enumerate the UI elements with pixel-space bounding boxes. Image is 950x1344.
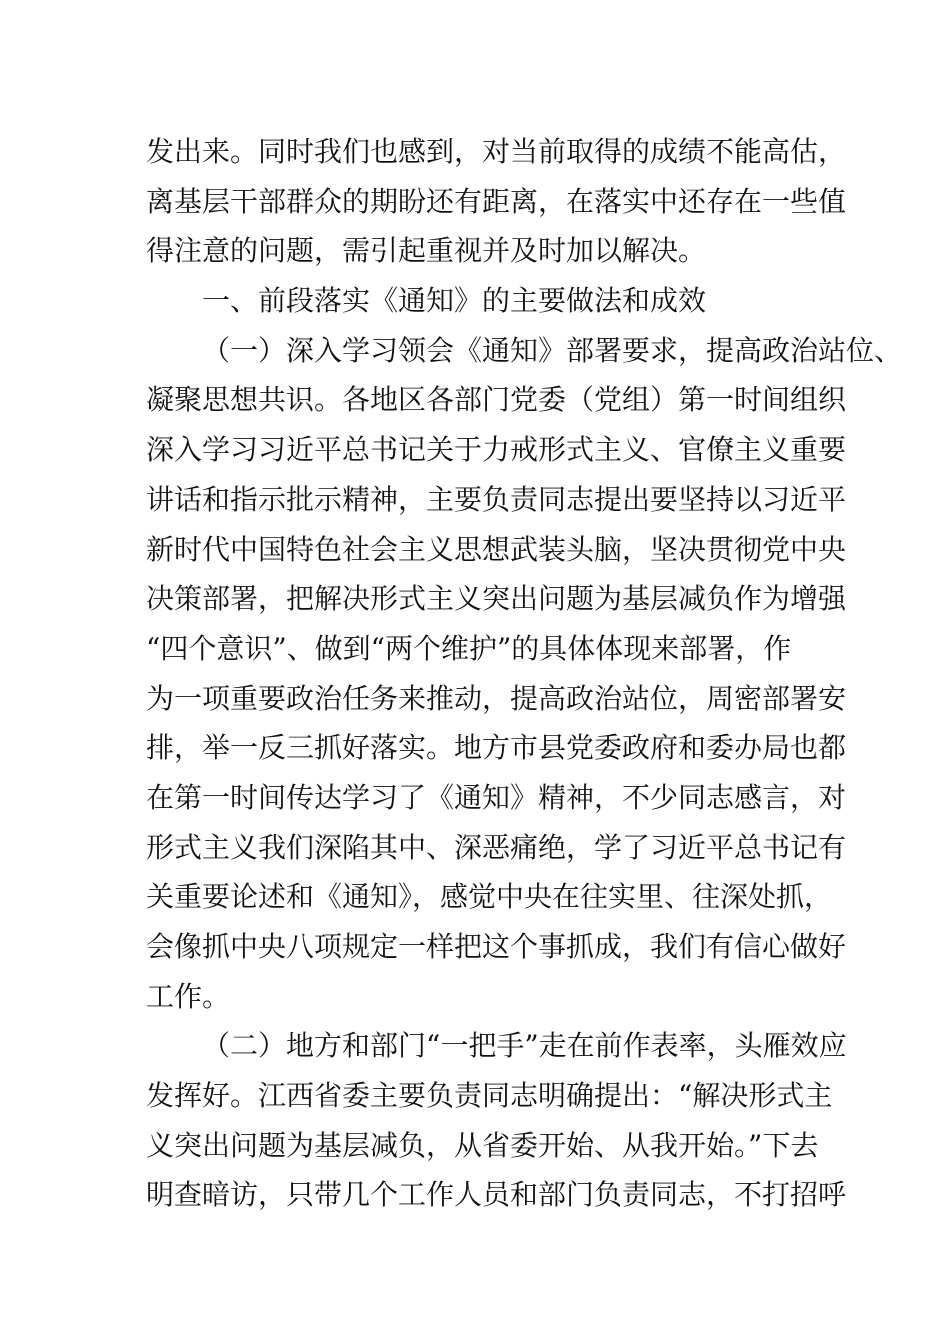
text-line: 在第一时间传达学习了《通知》精神，不少同志感言，对: [146, 780, 847, 814]
text-line: 发挥好。江西省委主要负责同志明确提出：“解决形式主: [146, 1079, 833, 1113]
text-line: 得注意的问题，需引起重视并及时加以解决。: [146, 234, 707, 268]
text-line: 发出来。同时我们也感到，对当前取得的成绩不能高估，: [146, 135, 847, 168]
text-line: 深入学习习近平总书记关于力戒形式主义、官僚主义重要: [146, 433, 847, 467]
text-line: “四个意识”、做到“两个维护”的具体体现来部署，作: [146, 631, 792, 665]
text-line: 排，举一反三抓好落实。地方市县党委政府和委办局也都: [146, 731, 847, 765]
text-line: 讲话和指示批示精神，主要负责同志提出要坚持以习近平: [146, 482, 847, 516]
text-line: 关重要论述和《通知》，感觉中央在往实里、往深处抓，: [146, 880, 833, 914]
subsection-heading: （一）深入学习领会《通知》部署要求，提高政治站位、: [202, 333, 903, 367]
text-line: 会像抓中央八项规定一样把这个事抓成，我们有信心做好: [146, 930, 847, 963]
subsection-heading: （二）地方和部门“一把手”走在前作表率，头雁效应: [202, 1029, 847, 1063]
text-line: 工作。: [146, 979, 231, 1013]
text-line: 新时代中国特色社会主义思想武装头脑，坚决贯彻党中央: [146, 532, 847, 566]
text-line: 离基层干部群众的期盼还有距离，在落实中还存在一些值: [146, 184, 847, 218]
text-line: 义突出问题为基层减负，从省委开始、从我开始。”下去: [146, 1128, 819, 1162]
text-line: 明查暗访，只带几个工作人员和部门负责同志，不打招呼: [146, 1178, 847, 1212]
text-line: 决策部署，把解决形式主义突出问题为基层减负作为增强: [146, 582, 847, 616]
document-body: [146, 127, 903, 1220]
text-line: 凝聚思想共识。各地区各部门党委（党组）第一时间组织: [146, 383, 847, 417]
section-heading: 一、前段落实《通知》的主要做法和成效: [202, 284, 707, 318]
text-line: 形式主义我们深陷其中、深恶痛绝，学了习近平总书记有: [146, 830, 847, 864]
text-line: 为一项重要政治任务来推动，提高政治站位，周密部署安: [146, 681, 847, 715]
